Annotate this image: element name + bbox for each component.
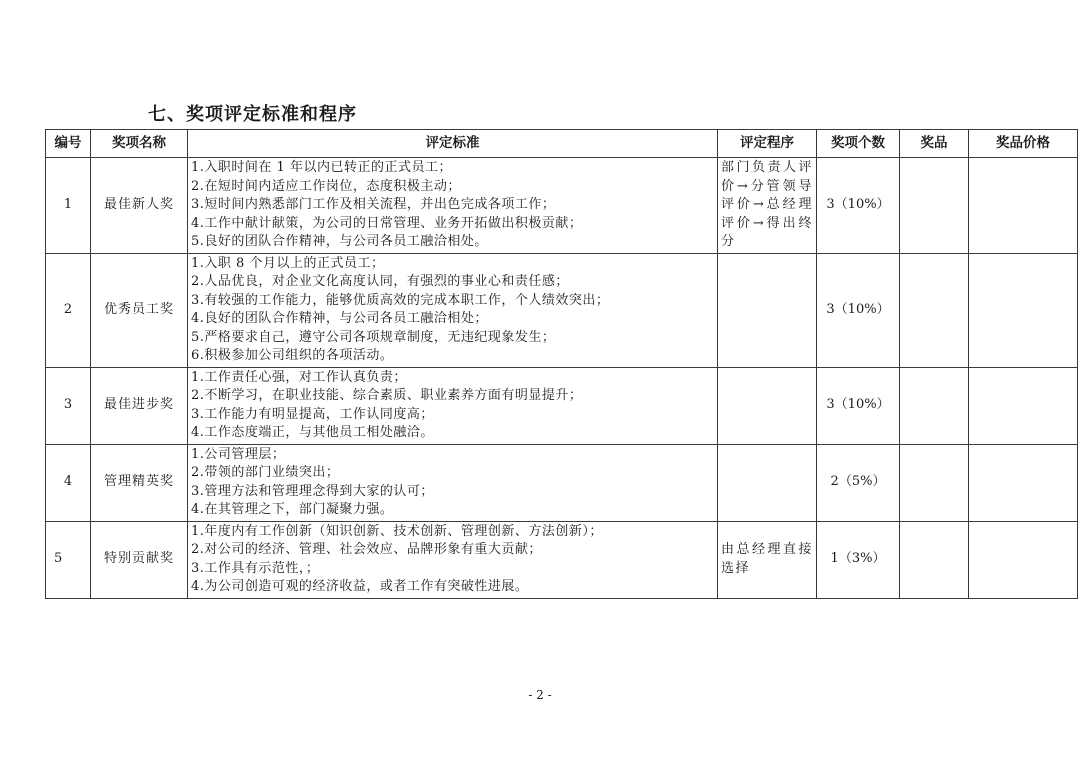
award-prize <box>900 253 969 367</box>
criteria-line: 2.对公司的经济、管理、社会效应、品牌形象有重大贡献； <box>191 542 542 557</box>
award-price <box>969 158 1078 254</box>
award-procedure <box>718 367 817 444</box>
table-row <box>46 158 1078 254</box>
award-name: 优秀员工奖 <box>91 253 188 367</box>
award-criteria <box>188 253 718 367</box>
award-procedure: 部门负责人评价→分管领导评价→总经理评价→得出终分 <box>718 158 817 254</box>
header-procedure: 评定程序 <box>718 130 817 158</box>
award-procedure: 由总经理直接选择 <box>718 521 817 598</box>
award-procedure <box>718 444 817 521</box>
award-name: 最佳进步奖 <box>91 367 188 444</box>
award-prize <box>900 158 969 254</box>
award-count: 3（10%） <box>817 367 900 444</box>
criteria-line: 1.公司管理层； <box>191 446 286 462</box>
criteria-line: 4.为公司创造可观的经济收益，或者工作有突破性进展。 <box>191 579 529 594</box>
header-count: 奖项个数 <box>817 130 900 158</box>
award-no: 1 <box>46 158 91 254</box>
award-no: 3 <box>46 367 91 444</box>
section-title: 七、奖项评定标准和程序 <box>148 104 357 125</box>
criteria-line: 5.良好的团队合作精神，与公司各员工融洽相处。 <box>191 234 488 249</box>
header-price: 奖品价格 <box>969 130 1078 158</box>
criteria-line: 4.在其管理之下，部门凝聚力强。 <box>191 502 394 517</box>
award-criteria <box>188 521 718 598</box>
criteria-line: 3.工作能力有明显提高，工作认同度高； <box>191 406 434 422</box>
criteria-line: 2.带领的部门业绩突出； <box>191 465 340 480</box>
criteria-line: 3.有较强的工作能力，能够优质高效的完成本职工作，个人绩效突出； <box>191 292 610 308</box>
header-criteria: 评定标准 <box>188 130 718 158</box>
award-name: 管理精英奖 <box>91 444 188 521</box>
table-row <box>46 367 1078 444</box>
criteria-line: 4.工作态度端正，与其他员工相处融洽。 <box>191 425 434 440</box>
criteria-line: 1.入职 8 个月以上的正式员工； <box>191 255 385 271</box>
award-prize <box>900 444 969 521</box>
criteria-line: 2.人品优良，对企业文化高度认同，有强烈的事业心和责任感； <box>191 274 569 289</box>
criteria-line: 2.不断学习，在职业技能、综合素质、职业素养方面有明显提升； <box>191 388 583 403</box>
table-header-row <box>46 130 1078 158</box>
award-count: 3（10%） <box>817 253 900 367</box>
award-price <box>969 253 1078 367</box>
criteria-line: 3.短时间内熟悉部门工作及相关流程，并出色完成各项工作； <box>191 197 556 212</box>
header-no: 编号 <box>46 130 91 158</box>
criteria-line: 2.在短时间内适应工作岗位，态度积极主动； <box>191 178 461 194</box>
criteria-line: 5.严格要求自己，遵守公司各项规章制度，无违纪现象发生； <box>191 329 556 345</box>
award-prize <box>900 367 969 444</box>
award-criteria <box>188 367 718 444</box>
criteria-line: 1.工作责任心强，对工作认真负责； <box>191 369 407 385</box>
award-count: 3（10%） <box>817 158 900 254</box>
award-price <box>969 367 1078 444</box>
criteria-line: 3.管理方法和管理理念得到大家的认可； <box>191 483 434 499</box>
criteria-line: 1.年度内有工作创新（知识创新、技术创新、管理创新、方法创新）； <box>191 523 603 539</box>
award-no: 4 <box>46 444 91 521</box>
award-prize <box>900 521 969 598</box>
award-count: 1（3%） <box>817 521 900 598</box>
criteria-line: 4.良好的团队合作精神，与公司各员工融洽相处； <box>191 311 488 326</box>
award-no: 5 <box>46 521 91 598</box>
award-procedure <box>718 253 817 367</box>
header-award-name: 奖项名称 <box>91 130 188 158</box>
criteria-line: 1.入职时间在 1 年以内已转正的正式员工； <box>191 160 452 175</box>
table-row <box>46 521 1078 598</box>
award-name: 最佳新人奖 <box>91 158 188 254</box>
award-no: 2 <box>46 253 91 367</box>
table-row <box>46 444 1078 521</box>
award-criteria <box>188 444 718 521</box>
criteria-line: 3.工作具有示范性，； <box>191 560 320 576</box>
award-name: 特别贡献奖 <box>91 521 188 598</box>
award-price <box>969 444 1078 521</box>
award-criteria <box>188 158 718 254</box>
header-prize: 奖品 <box>900 130 969 158</box>
page-number: - 2 - <box>528 688 552 702</box>
award-criteria-table <box>45 129 1078 599</box>
award-price <box>969 521 1078 598</box>
table-row <box>46 253 1078 367</box>
award-count: 2（5%） <box>817 444 900 521</box>
criteria-line: 4.工作中献计献策，为公司的日常管理、业务开拓做出积极贡献； <box>191 215 583 231</box>
criteria-line: 6.积极参加公司组织的各项活动。 <box>191 348 394 363</box>
